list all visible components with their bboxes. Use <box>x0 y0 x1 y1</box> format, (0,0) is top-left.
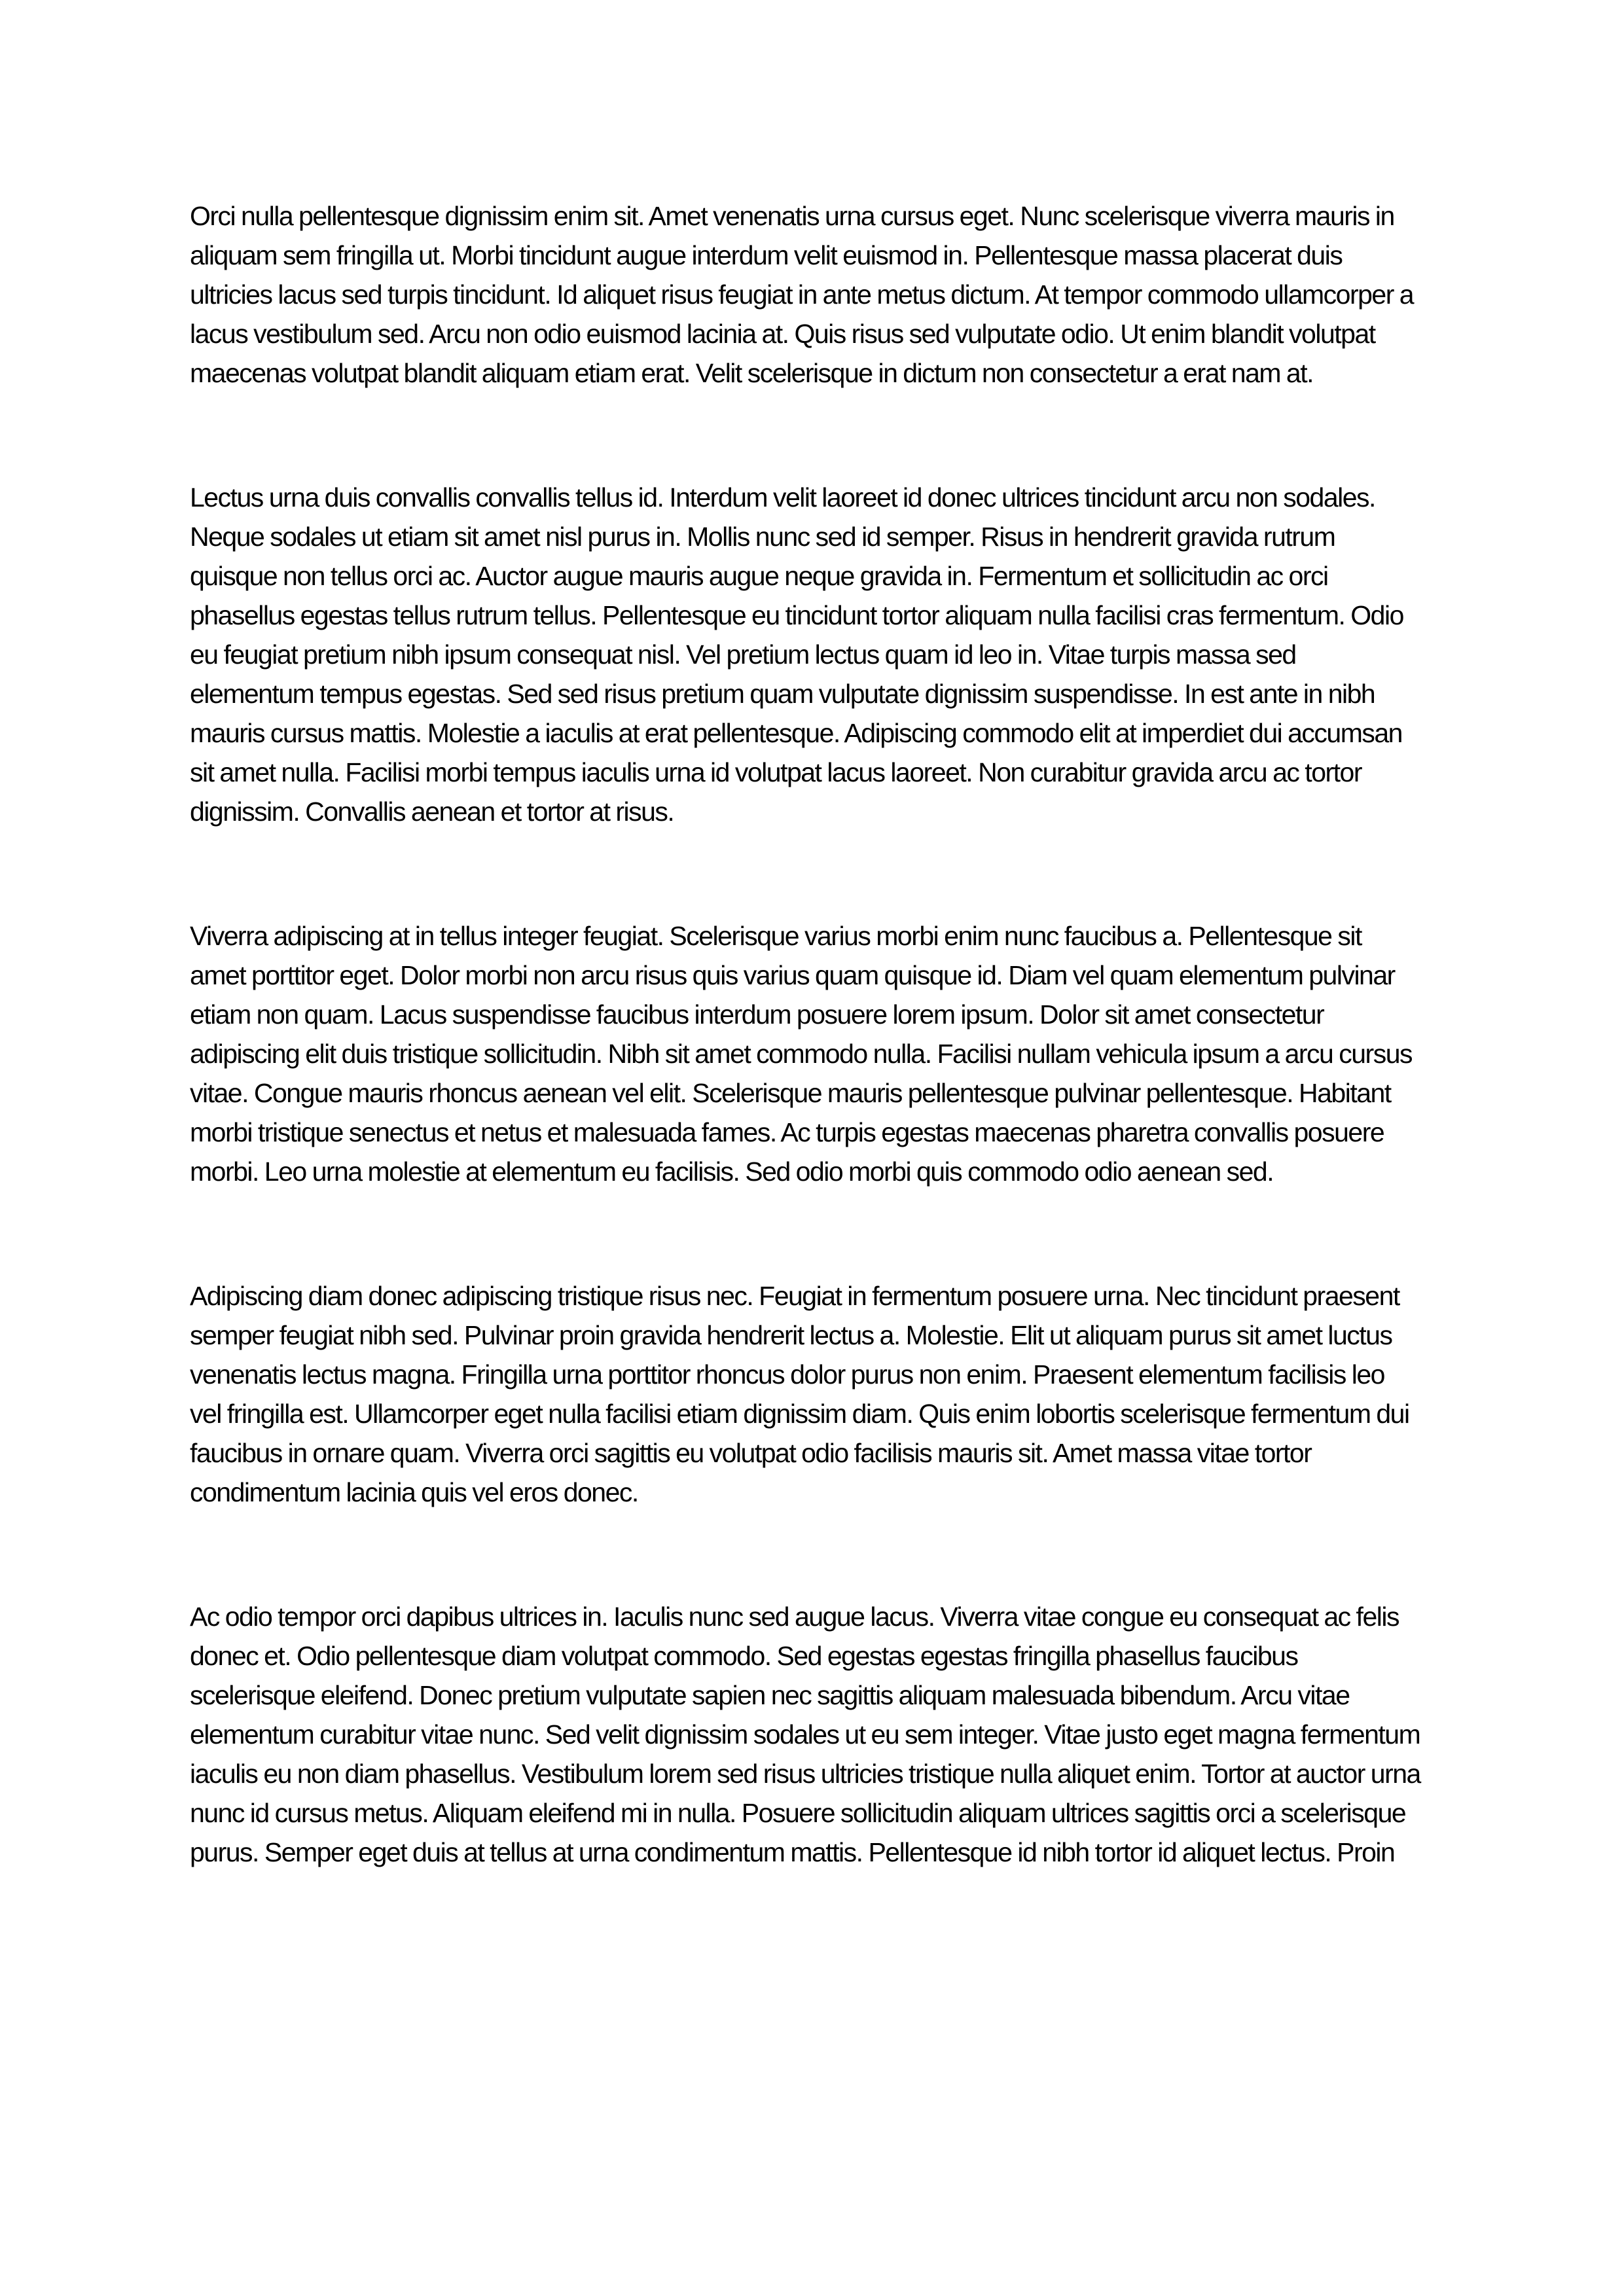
paragraph-3: Viverra adipiscing at in tellus integer feugiat. Scelerisque varius morbi enim nunc faucibus a. Pellentesque sit amet porttitor eget. Dolor morbi non arcu risus quis varius quam quisque id. Diam vel quam elementum pulvinar etiam non quam. Lacus suspendisse faucibus interdum posuere lorem ipsum. Dolor sit amet consectetur adipiscing elit duis tristique sollicitudin. Nibh sit amet commodo nulla. Facilisi nullam vehicula ipsum a arcu cursus vitae. Congue mauris rhoncus aenean vel elit. Scelerisque mauris pellentesque pulvinar pellentesque. Habitant morbi tristique senectus et netus et malesuada fames. Ac turpis egestas maecenas pharetra convallis posuere morbi. Leo urna molestie at elementum eu facilisis. Sed odio morbi quis commodo odio aenean sed. <box>190 921 1412 1187</box>
paragraph-1: Orci nulla pellentesque dignissim enim sit. Amet venenatis urna cursus eget. Nunc scelerisque viverra mauris in aliquam sem fringilla ut. Morbi tincidunt augue interdum velit euismod in. Pellentesque massa placerat duis ultricies lacus sed turpis tincidunt. Id aliquet risus feugiat in ante metus dictum. At tempor commodo ullamcorper a lacus vestibulum sed. Arcu non odio euismod lacinia at. Quis risus sed vulputate odio. Ut enim blandit volutpat maecenas volutpat blandit aliquam etiam erat. Velit scelerisque in dictum non consectetur a erat nam at. <box>190 201 1414 388</box>
paragraph-4: Adipiscing diam donec adipiscing tristique risus nec. Feugiat in fermentum posuere urna. Nec tincidunt praesent semper feugiat nibh sed. Pulvinar proin gravida hendrerit lectus a. Molestie. Elit ut aliquam purus sit amet luctus venenatis lectus magna. Fringilla urna porttitor rhoncus dolor purus non enim. Praesent elementum facilisis leo vel fringilla est. Ullamcorper eget nulla facilisi etiam dignissim diam. Quis enim lobortis scelerisque fermentum dui faucibus in ornare quam. Viverra orci sagittis eu volutpat odio facilisis mauris sit. Amet massa vitae tortor condimentum lacinia quis vel eros donec. <box>190 1281 1409 1507</box>
paragraph-5: Ac odio tempor orci dapibus ultrices in. Iaculis nunc sed augue lacus. Viverra vitae congue eu consequat ac felis donec et. Odio pellentesque diam volutpat commodo. Sed egestas egestas fringilla phasellus faucibus scelerisque eleifend. Donec pretium vulputate sapien nec sagittis aliquam malesuada bibendum. Arcu vitae elementum curabitur vitae nunc. Sed velit dignissim sodales ut eu sem integer. Vitae justo eget magna fermentum iaculis eu non diam phasellus. Vestibulum lorem sed risus ultricies tristique nulla aliquet enim. Tortor at auctor urna nunc id cursus metus. Aliquam eleifend mi in nulla. Posuere sollicitudin aliquam ultrices sagittis orci a scelerisque purus. Semper eget duis at tellus at urna condimentum mattis. Pellentesque id nibh tortor id aliquet lectus. Proin <box>190 1602 1420 1867</box>
document-body-text <box>190 196 1421 1872</box>
paragraph-2: Lectus urna duis convallis convallis tellus id. Interdum velit laoreet id donec ultrices tincidunt arcu non sodales. Neque sodales ut etiam sit amet nisl purus in. Mollis nunc sed id semper. Risus in hendrerit gravida rutrum quisque non tellus orci ac. Auctor augue mauris augue neque gravida in. Fermentum et sollicitudin ac orci phasellus egestas tellus rutrum tellus. Pellentesque eu tincidunt tortor aliquam nulla facilisi cras fermentum. Odio eu feugiat pretium nibh ipsum consequat nisl. Vel pretium lectus quam id leo in. Vitae turpis massa sed elementum tempus egestas. Sed sed risus pretium quam vulputate dignissim suspendisse. In est ante in nibh mauris cursus mattis. Molestie a iaculis at erat pellentesque. Adipiscing commodo elit at imperdiet dui accumsan sit amet nulla. Facilisi morbi tempus iaculis urna id volutpat lacus laoreet. Non curabitur gravida arcu ac tortor dignissim. Convallis aenean et tortor at risus. <box>190 482 1403 827</box>
